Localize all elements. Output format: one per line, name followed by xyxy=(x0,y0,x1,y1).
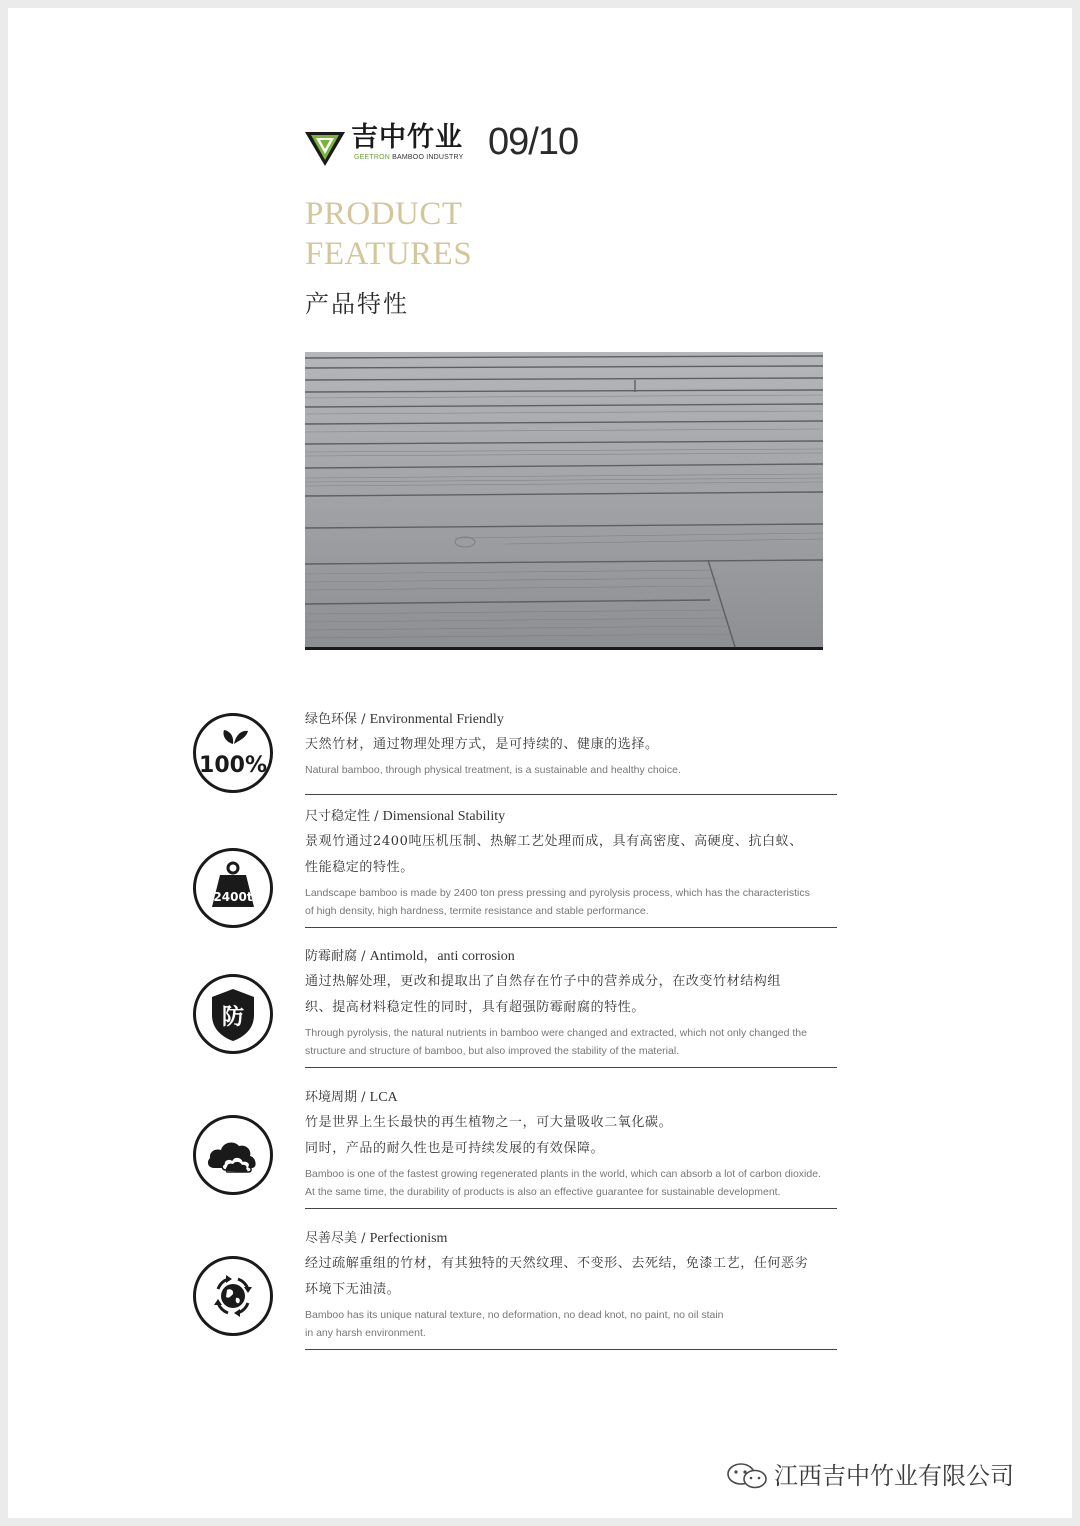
decking-illustration xyxy=(305,352,823,647)
feature-desc-cn xyxy=(305,732,839,758)
feature-heading: 防霉耐腐 / Antimold，anti corrosion xyxy=(305,949,515,964)
feature-text xyxy=(305,945,839,1060)
feature-title-cn: 尽善尽美 xyxy=(305,1231,358,1246)
desc-cn-line: 同时，产品的耐久性也是可持续发展的有效保障。 xyxy=(305,1141,605,1156)
title-line-1: PRODUCT xyxy=(305,196,463,232)
logo-chinese-name: 吉中竹业 xyxy=(351,122,463,153)
feature-title-cn: 环境周期 xyxy=(305,1090,358,1105)
cloud-icon xyxy=(193,1115,273,1195)
desc-cn-line: 竹是世界上生长最快的再生植物之一，可大量吸收二氧化碳。 xyxy=(305,1115,673,1130)
divider xyxy=(305,927,837,928)
logo-brand-word: GEETRON xyxy=(354,154,391,161)
feature-title-en: Environmental Friendly xyxy=(369,712,504,727)
desc-en-line: Bamboo is one of the fastest growing regenerated plants in the world, which can absorb a lot of carbon dioxide. xyxy=(305,1168,821,1180)
feature-title-cn: 防霉耐腐 xyxy=(305,949,358,964)
feature-title-cn: 尺寸稳定性 xyxy=(305,809,371,824)
desc-cn-line: 环境下无油渍。 xyxy=(305,1282,401,1297)
feature-desc-cn xyxy=(305,829,839,881)
feature-antimold xyxy=(193,945,853,1075)
feature-lca xyxy=(193,1086,853,1216)
feature-desc-en xyxy=(305,884,839,920)
desc-en-line: in any harsh environment. xyxy=(305,1327,426,1339)
feature-heading: 尽善尽美 / Perfectionism xyxy=(305,1231,448,1246)
desc-cn-line: 织、提高材料稳定性的同时，具有超强防霉耐腐的特性。 xyxy=(305,1000,646,1015)
globe-recycle-icon xyxy=(193,1256,273,1336)
feature-dimensional-stability xyxy=(193,805,853,935)
shield-icon xyxy=(193,974,273,1054)
page-number: 09/10 xyxy=(488,121,579,163)
divider xyxy=(305,1067,837,1068)
desc-en-line: Landscape bamboo is made by 2400 ton press pressing and pyrolysis process, which has the characteristics xyxy=(305,887,810,899)
title-line-2: FEATURES xyxy=(305,236,473,272)
desc-cn-line: 景观竹通过2400吨压机压制、热解工艺处理而成，具有高密度、高硬度、抗白蚁、 xyxy=(305,834,803,849)
feature-title-en: LCA xyxy=(369,1090,398,1105)
logo-english-name xyxy=(354,154,464,161)
desc-en-line: structure and structure of bamboo, but also improved the stability of the material. xyxy=(305,1045,680,1057)
icon-2400t-text: 2400t xyxy=(213,890,253,904)
feature-title-cn: 绿色环保 xyxy=(305,712,358,727)
desc-cn-line: 通过热解处理，更改和提取出了自然存在竹子中的营养成分，在改变竹材结构组 xyxy=(305,974,782,989)
watermark-text: 江西吉中竹业有限公司 xyxy=(774,1462,1014,1490)
desc-cn-line: 性能稳定的特性。 xyxy=(305,860,414,875)
feature-desc-cn xyxy=(305,969,839,1021)
feature-title-en: Dimensional Stability xyxy=(382,809,506,824)
icon-100-text: 100% xyxy=(199,753,267,778)
desc-en-line: Bamboo has its unique natural texture, no deformation, no dead knot, no paint, no oil stain xyxy=(305,1309,724,1321)
feature-text xyxy=(305,805,839,920)
icon-fang-text: 防 xyxy=(221,1005,245,1030)
feature-heading: 绿色环保 / Environmental Friendly xyxy=(305,712,504,727)
divider xyxy=(305,1349,837,1350)
feature-title-en: Perfectionism xyxy=(369,1231,448,1246)
feature-desc-en xyxy=(305,1306,839,1342)
feature-heading: 环境周期 / LCA xyxy=(305,1090,398,1105)
brochure-page xyxy=(8,8,1072,1518)
desc-en-line: Natural bamboo, through physical treatment, is a sustainable and healthy choice. xyxy=(305,764,681,776)
desc-en-line: At the same time, the durability of products is also an effective guarantee for sustainable development. xyxy=(305,1186,781,1198)
section-title-chinese: 产品特性 xyxy=(305,290,409,318)
triangle-logo-icon xyxy=(305,130,345,166)
feature-desc-en xyxy=(305,761,839,779)
desc-en-line: Through pyrolysis, the natural nutrients in bamboo were changed and extracted, which not only changed the xyxy=(305,1027,807,1039)
feature-desc-cn xyxy=(305,1251,839,1303)
feature-text xyxy=(305,1227,839,1342)
feature-desc-cn xyxy=(305,1110,839,1162)
divider xyxy=(305,1208,837,1209)
feature-text xyxy=(305,708,839,779)
wechat-icon xyxy=(726,1462,770,1490)
feature-desc-en xyxy=(305,1165,839,1201)
weight-2400t-icon xyxy=(193,848,273,928)
feature-heading: 尺寸稳定性 / Dimensional Stability xyxy=(305,809,506,824)
section-title-english xyxy=(305,194,472,274)
logo-brand-rest: BAMBOO INDUSTRY xyxy=(390,154,464,161)
bamboo-decking-photo xyxy=(305,352,823,650)
feature-desc-en xyxy=(305,1024,839,1060)
leaf-100-percent-icon xyxy=(193,713,273,793)
divider xyxy=(305,794,837,795)
wechat-watermark xyxy=(726,1456,1014,1491)
desc-en-line: of high density, high hardness, termite resistance and stable performance. xyxy=(305,905,649,917)
feature-perfectionism xyxy=(193,1227,853,1357)
feature-environmental xyxy=(193,708,853,808)
desc-cn-line: 天然竹材，通过物理处理方式，是可持续的、健康的选择。 xyxy=(305,737,659,752)
desc-cn-line: 经过疏解重组的竹材，有其独特的天然纹理、不变形、去死结，免漆工艺，任何恶劣 xyxy=(305,1256,809,1271)
feature-text xyxy=(305,1086,839,1201)
feature-title-en: Antimold，anti corrosion xyxy=(369,949,515,964)
